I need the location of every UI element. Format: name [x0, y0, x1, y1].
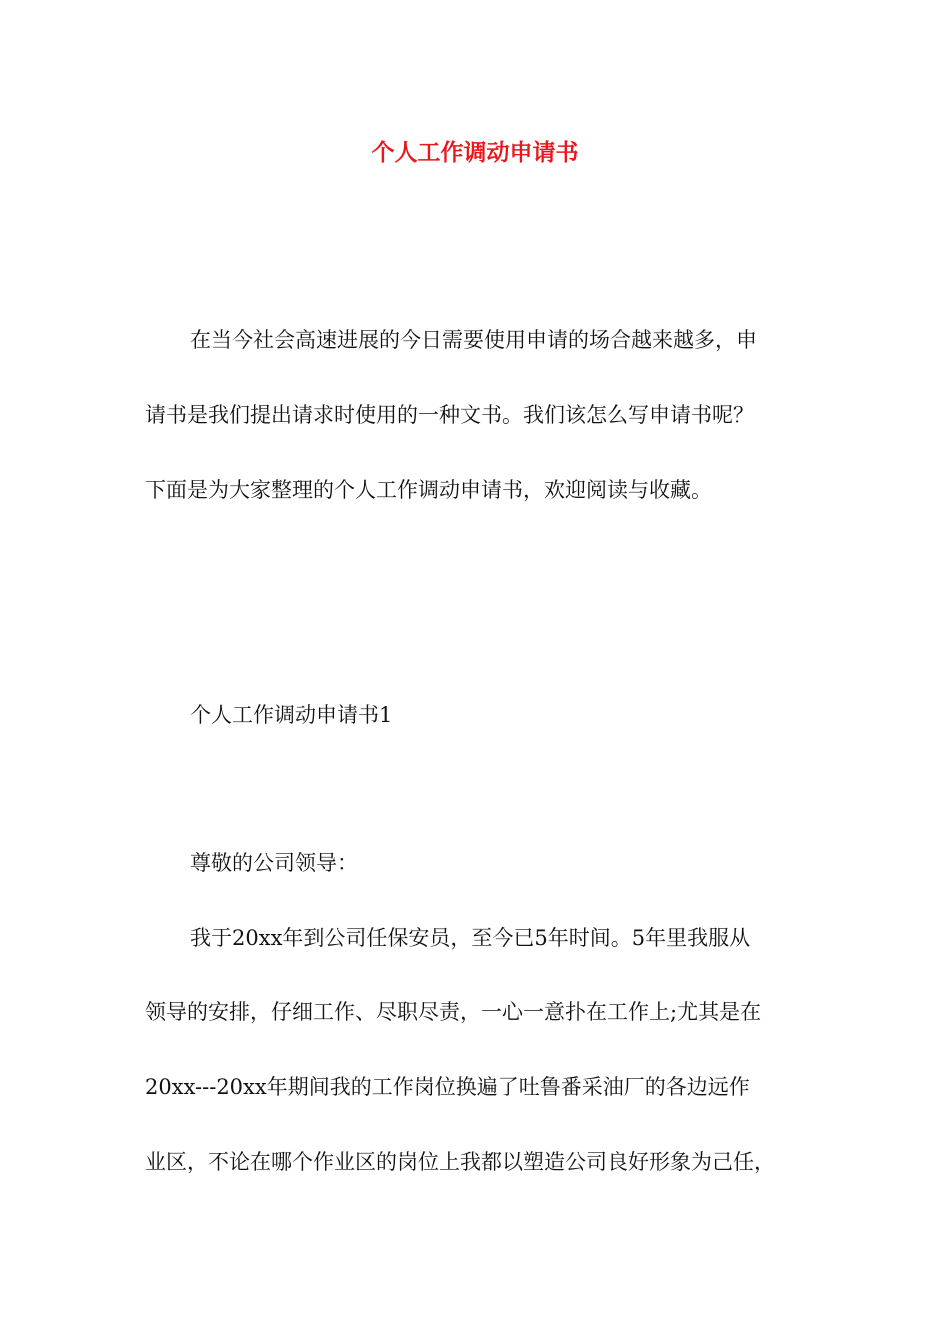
intro-line-2: 请书是我们提出请求时使用的一种文书。我们该怎么写申请书呢？ [145, 403, 754, 427]
body-line-4: 业区，不论在哪个作业区的岗位上我都以塑造公司良好形象为己任， [145, 1150, 775, 1174]
body-line-1: 我于20xx年到公司任保安员，至今已5年时间。5年里我服从 [190, 926, 751, 950]
salutation: 尊敬的公司领导： [190, 851, 358, 875]
body-line-2: 领导的安排，仔细工作、尽职尽责，一心一意扑在工作上;尤其是在 [145, 1000, 762, 1024]
intro-line-1: 在当今社会高速进展的今日需要使用申请的场合越来越多，申 [190, 328, 757, 352]
intro-line-3: 下面是为大家整理的个人工作调动申请书，欢迎阅读与收藏。 [145, 478, 712, 502]
document-title: 个人工作调动申请书 [371, 139, 579, 166]
body-line-3: 20xx---20xx年期间我的工作岗位换遍了吐鲁番采油厂的各边远作 [145, 1075, 750, 1099]
section-heading: 个人工作调动申请书1 [190, 703, 393, 727]
